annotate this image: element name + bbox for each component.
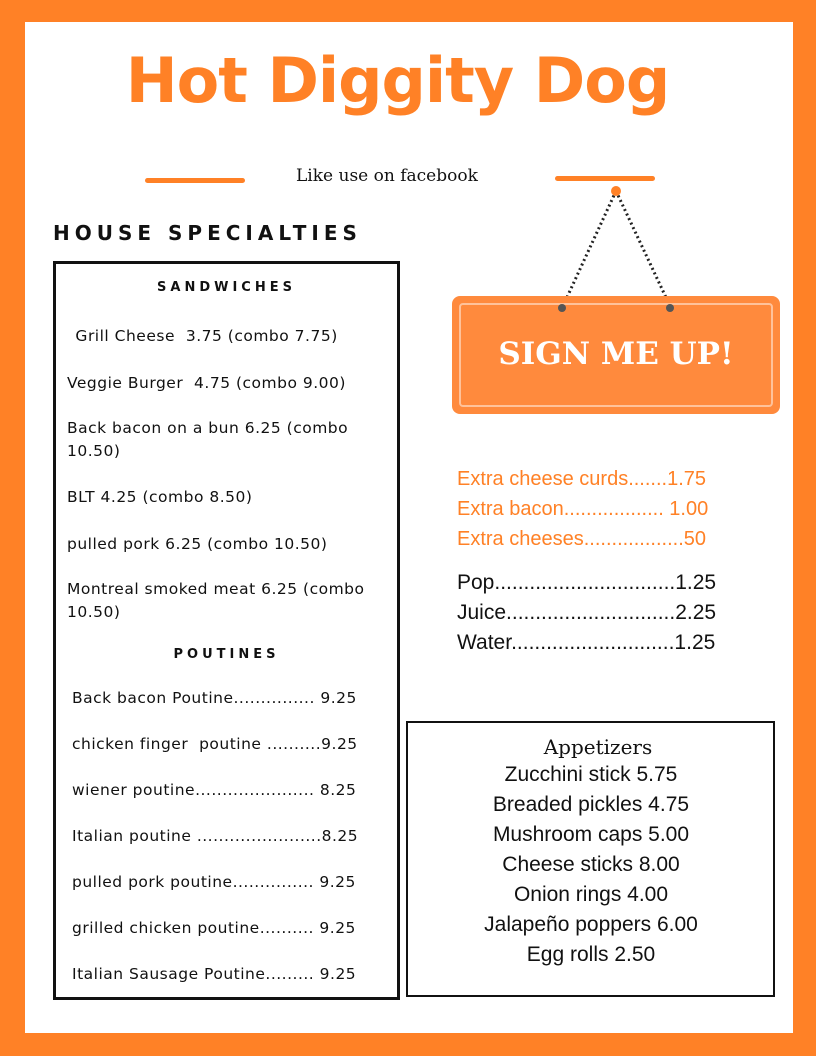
decorative-brush-stroke-right	[555, 176, 655, 181]
extra-item: Extra cheeses..................50	[457, 528, 706, 550]
appetizer-item: Zucchini stick 5.75	[504, 763, 678, 786]
poutine-item: pulled pork poutine............... 9.25	[72, 873, 356, 891]
poutine-item: Italian poutine .......................8.25	[72, 827, 359, 845]
sandwich-item: Grill Cheese 3.75 (combo 7.75)	[70, 327, 338, 345]
appetizer-item: Onion rings 4.00	[513, 883, 669, 906]
appetizer-item: Breaded pickles 4.75	[492, 793, 690, 816]
page-title: Hot Diggity Dog	[125, 44, 670, 117]
sandwich-item: BLT 4.25 (combo 8.50)	[67, 488, 253, 506]
poutine-item: chicken finger poutine ..........9.25	[72, 735, 358, 753]
poutine-item: Italian Sausage Poutine......... 9.25	[72, 965, 357, 983]
sandwich-item: Montreal smoked meat 6.25 (combo	[67, 580, 365, 598]
drink-item: Water............................1.25	[457, 631, 716, 654]
sign-nail-icon	[558, 304, 566, 312]
appetizer-item: Jalapeño poppers 6.00	[484, 913, 698, 936]
poutine-item: wiener poutine...................... 8.25	[72, 781, 357, 799]
decorative-brush-stroke-left	[145, 178, 245, 183]
poutine-item: grilled chicken poutine.......... 9.25	[72, 919, 356, 937]
extra-item: Extra bacon.................. 1.00	[457, 498, 709, 520]
drink-item: Juice.............................2.25	[457, 601, 717, 624]
sandwich-item-continued: 10.50)	[67, 442, 121, 460]
appetizer-item: Egg rolls 2.50	[526, 943, 656, 966]
appetizers-box	[406, 721, 775, 997]
drink-item: Pop...............................1.25	[457, 571, 717, 594]
hanger-pin-icon	[611, 186, 621, 196]
poutines-heading: POUTINES	[173, 647, 280, 662]
sign-nail-icon	[666, 304, 674, 312]
house-specialties-heading: HOUSE SPECIALTIES	[53, 221, 362, 245]
house-specialties-box	[53, 261, 400, 1000]
facebook-tagline: Like use on facebook	[296, 166, 478, 186]
poutine-item: Back bacon Poutine............... 9.25	[72, 689, 357, 707]
sandwich-item: Veggie Burger 4.75 (combo 9.00)	[67, 374, 346, 392]
sandwich-item: pulled pork 6.25 (combo 10.50)	[67, 535, 328, 553]
sandwich-item: Back bacon on a bun 6.25 (combo	[67, 419, 349, 437]
appetizers-heading: Appetizers	[543, 735, 653, 759]
appetizer-item: Mushroom caps 5.00	[492, 823, 690, 846]
extra-item: Extra cheese curds.......1.75	[457, 468, 707, 490]
sign-me-up-button[interactable]	[452, 296, 780, 414]
sign-me-up-label: SIGN ME UP!	[498, 336, 734, 372]
sandwich-item-continued: 10.50)	[67, 603, 121, 621]
appetizer-item: Cheese sticks 8.00	[502, 853, 680, 876]
sandwiches-heading: SANDWICHES	[157, 280, 296, 295]
